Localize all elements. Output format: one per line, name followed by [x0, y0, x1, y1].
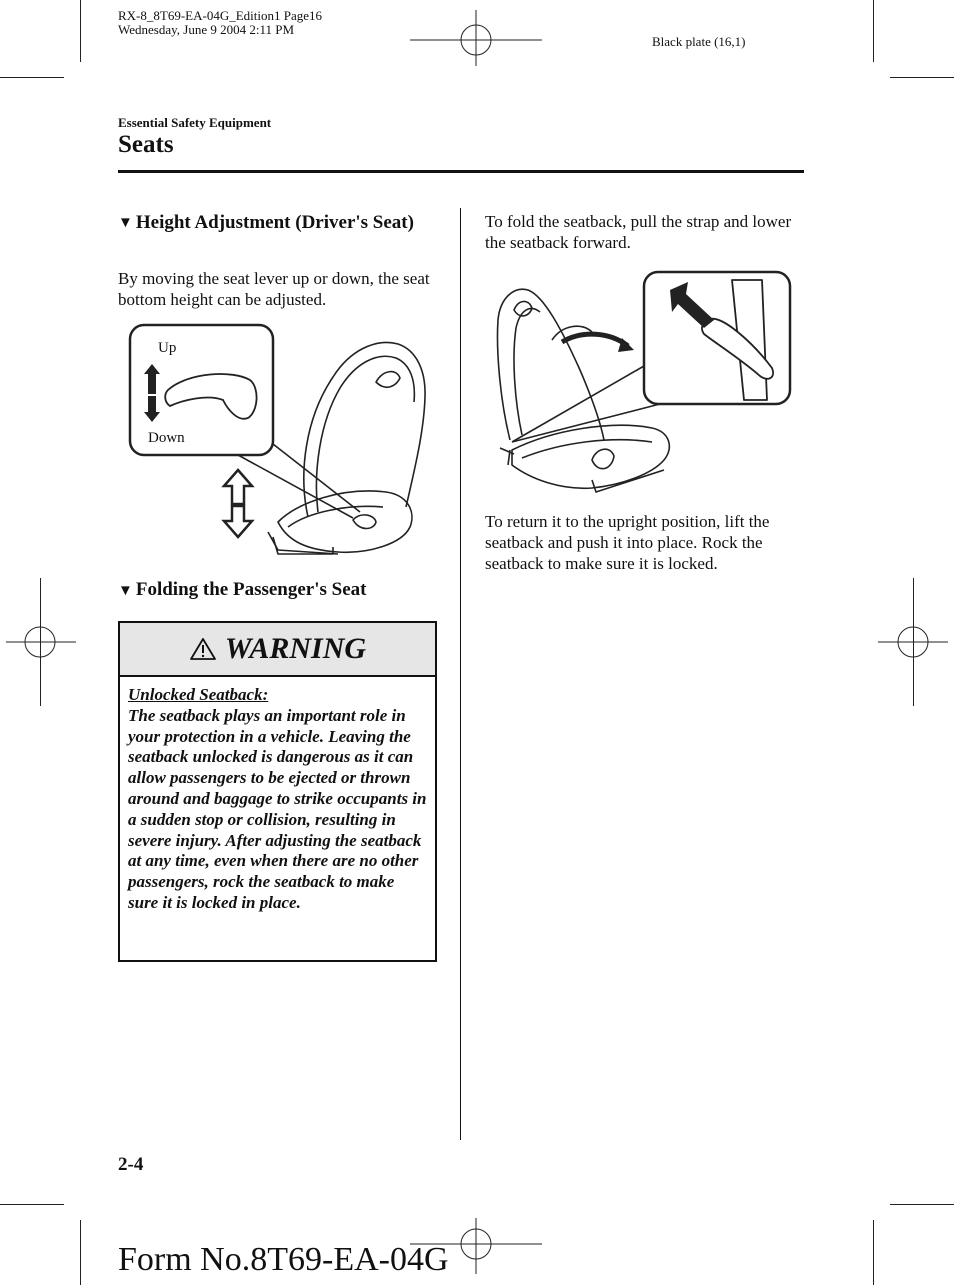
print-meta-line2: Wednesday, June 9 2004 2:11 PM: [118, 22, 295, 37]
form-number: Form No.8T69-EA-04G: [118, 1241, 449, 1278]
registration-mark-right: [878, 612, 948, 672]
header-rule: [118, 170, 804, 173]
registration-mark-left: [6, 612, 76, 672]
page-title: Seats: [118, 131, 174, 158]
warning-box: [118, 621, 437, 962]
warning-triangle-icon: [189, 637, 217, 661]
height-adjustment-heading: ▼ Height Adjustment (Driver's Seat): [118, 212, 414, 233]
label-up: Up: [158, 340, 177, 356]
fold-instruction-text: To fold the seatback, pull the strap and lower the seatback forward.: [485, 212, 792, 252]
registration-mark-top: [410, 10, 542, 66]
folding-heading: ▼ Folding the Passenger's Seat: [118, 579, 367, 600]
print-meta-line1: RX-8_8T69-EA-04G_Edition1 Page16: [118, 8, 323, 23]
section-label: Essential Safety Equipment: [118, 115, 272, 130]
column-divider: [460, 208, 461, 1140]
triangle-bullet-icon: ▼: [118, 583, 133, 599]
warning-body: [120, 677, 435, 920]
warning-subtitle: Unlocked Seatback:: [128, 685, 269, 704]
warning-title: WARNING: [224, 632, 367, 665]
plate-label: Black plate (16,1): [652, 34, 746, 49]
triangle-bullet-icon: ▼: [118, 215, 133, 231]
seat-fold-illustration: [492, 270, 794, 500]
warning-header: [120, 623, 435, 677]
print-meta: [118, 9, 322, 37]
label-down: Down: [148, 430, 185, 446]
warning-text: The seatback plays an important role in your protection in a vehicle. Leaving the seatback unlocked is dangerous as it can allow passengers to be ejected or thrown around and baggage to strike occupants in a sudden stop or collision, resulting in severe injury. After adjusting the seatback at any time, even when there are no other passengers, rock the seatback to make sure it is locked in place.: [128, 705, 427, 912]
page-number: 2-4: [118, 1154, 144, 1175]
height-adjustment-text: By moving the seat lever up or down, the seat bottom height can be adjusted.: [118, 269, 430, 309]
return-instruction-text: To return it to the upright position, lift the seatback and push it into place. Rock the seatback to make sure it is locked.: [485, 512, 770, 573]
